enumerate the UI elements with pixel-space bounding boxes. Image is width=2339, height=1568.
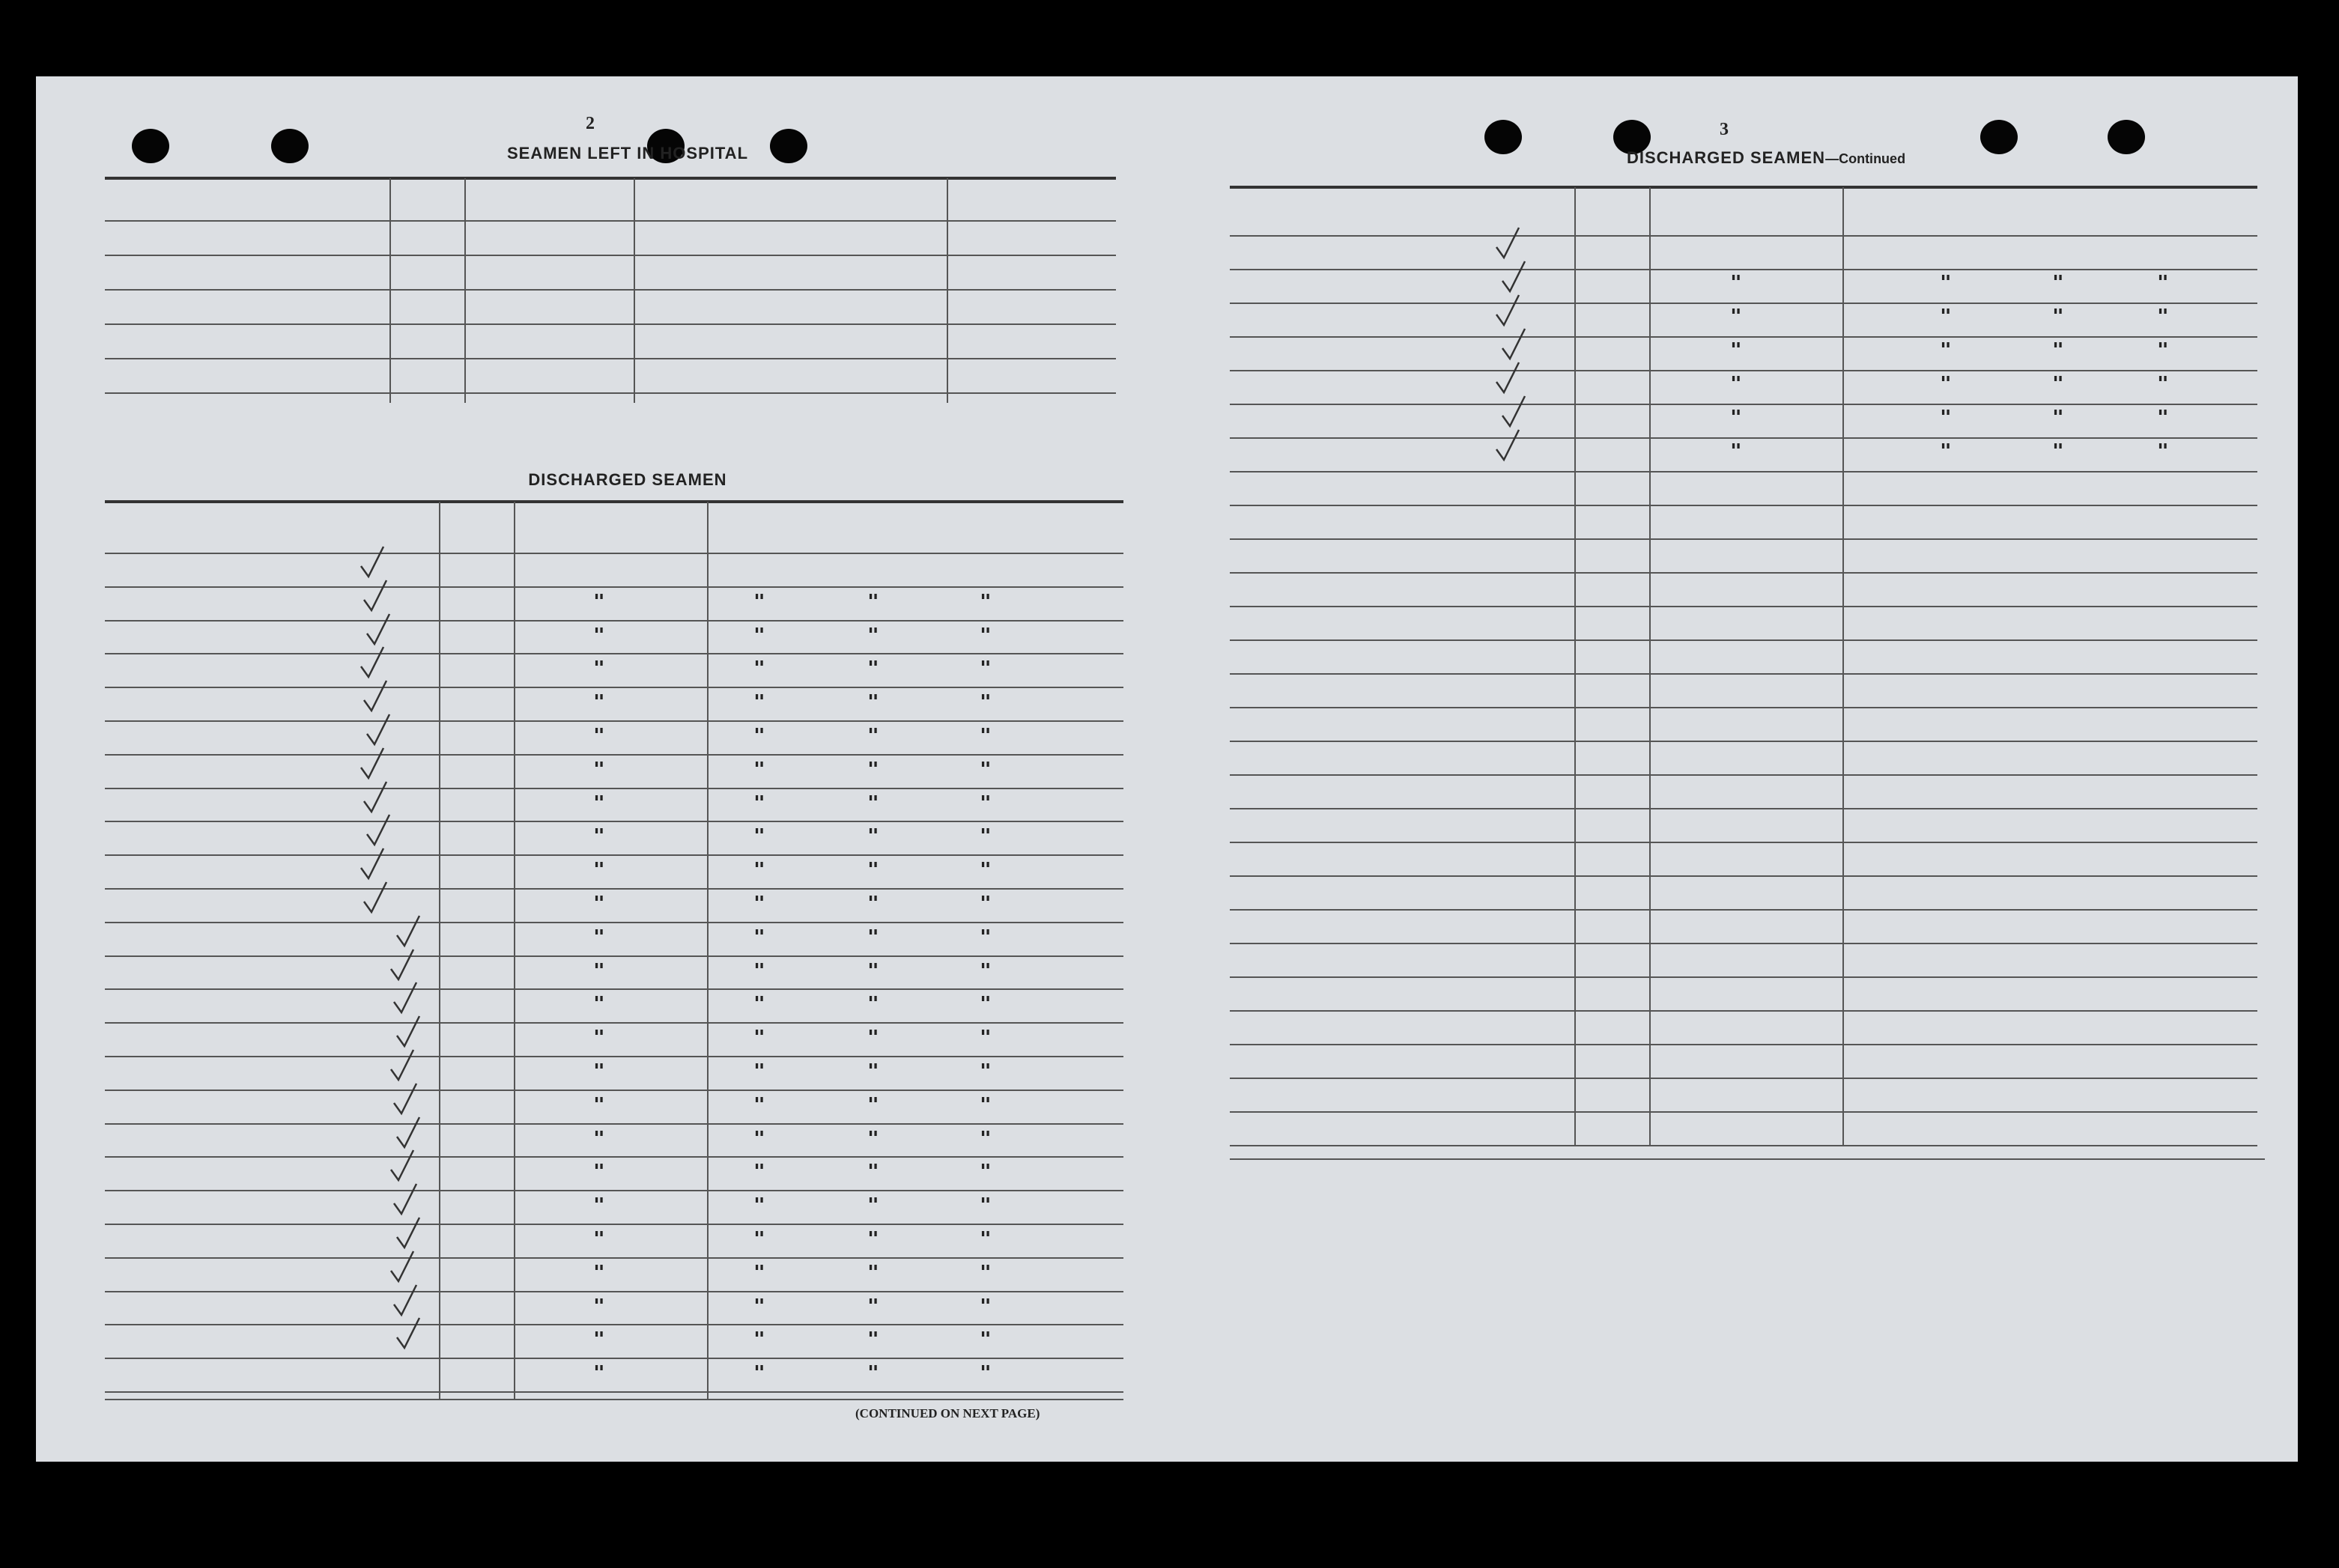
ditto-mark: " [980,1362,992,1385]
check-mark-icon [394,1215,424,1252]
ditto-mark: " [2052,373,2064,395]
ditto-mark: " [980,725,992,747]
row-rule [1230,572,2257,574]
row-rule [1230,639,2257,641]
ditto-mark: " [593,1027,605,1050]
ditto-mark: " [593,758,605,781]
check-mark-icon [394,1315,424,1352]
ditto-mark: " [2052,407,2064,429]
ditto-mark: " [1730,407,1742,429]
continued-note: (CONTINUED ON NEXT PAGE) [855,1406,1040,1420]
ditto-mark: " [753,1060,765,1083]
ditto-mark: " [1940,306,1952,328]
row-rule [105,854,1123,856]
ditto-mark: " [593,791,605,815]
ditto-mark: " [980,1027,992,1050]
ditto-mark: " [753,1261,765,1284]
ditto-mark: " [2157,440,2169,463]
ditto-mark: " [593,926,605,949]
ditto-mark: " [1730,440,1742,463]
column-divider [514,502,515,1399]
row-rule [105,323,1116,325]
ditto-mark: " [1730,272,1742,294]
row-rule [105,358,1116,359]
ditto-mark: " [867,1093,879,1116]
ditto-mark: " [980,1093,992,1116]
ditto-mark: " [593,1161,605,1184]
page-number: 3 [1720,120,1729,139]
check-mark-icon [388,1147,418,1185]
row-rule [1230,1145,2257,1146]
ditto-mark: " [1730,339,1742,362]
ditto-mark: " [753,1328,765,1352]
row-rule [105,788,1123,789]
ditto-mark: " [2157,272,2169,294]
ditto-mark: " [753,959,765,982]
ditto-mark: " [867,624,879,647]
ditto-mark: " [867,859,879,882]
ditto-mark: " [867,1261,879,1284]
column-divider [389,178,391,403]
check-mark-icon [358,644,388,681]
ditto-mark: " [753,758,765,781]
row-rule [105,720,1123,722]
ditto-mark: " [593,1295,605,1318]
ditto-mark: " [593,1127,605,1150]
check-mark-icon [1493,359,1523,397]
ditto-mark: " [753,1362,765,1385]
ditto-mark: " [2157,306,2169,328]
column-divider [464,178,466,403]
check-mark-icon [391,1081,421,1118]
row-rule [105,754,1123,756]
check-mark-icon [391,1282,421,1319]
ditto-mark: " [867,893,879,915]
ditto-mark: " [753,1161,765,1184]
ditto-mark: " [593,1194,605,1218]
check-mark-icon [358,745,388,783]
check-mark-icon [1499,326,1529,363]
ditto-mark: " [593,1228,605,1251]
header-rule [1230,235,2257,237]
row-rule [105,653,1123,654]
ditto-mark: " [2157,373,2169,395]
ditto-mark: " [980,1261,992,1284]
ditto-mark: " [867,657,879,681]
row-rule [105,1291,1123,1292]
check-mark-icon [1493,225,1523,262]
ditto-mark: " [980,1127,992,1150]
ditto-mark: " [867,725,879,747]
row-rule [1230,471,2257,472]
table-bottom-rule [1230,1158,2265,1160]
row-rule [105,1123,1123,1125]
column-divider [707,502,709,1399]
ditto-mark: " [753,725,765,747]
ditto-mark: " [867,1194,879,1218]
ditto-mark: " [753,590,765,613]
row-rule [1230,1078,2257,1079]
column-divider [1842,187,1844,1146]
ditto-mark: " [867,926,879,949]
manifest-sheet [36,76,2298,1462]
hospital-section-title: SEAMEN LEFT IN HOSPITAL [506,144,749,162]
check-mark-icon [391,1181,421,1218]
ditto-mark: " [1730,373,1742,395]
row-rule [105,255,1116,256]
ditto-mark: " [867,1362,879,1385]
ditto-mark: " [867,1027,879,1050]
ditto-mark: " [2157,339,2169,362]
check-mark-icon [394,913,424,950]
ditto-mark: " [1940,339,1952,362]
ditto-mark: " [2052,272,2064,294]
right-section-title: DISCHARGED SEAMEN—Continued [1626,148,1906,167]
ditto-mark: " [980,959,992,982]
check-mark-icon [361,678,391,715]
row-rule [105,922,1123,923]
ditto-mark: " [867,1060,879,1083]
row-rule [105,220,1116,222]
ditto-mark: " [753,1127,765,1150]
ditto-mark: " [593,657,605,681]
ditto-mark: " [753,893,765,915]
check-mark-icon [364,812,394,849]
row-rule [105,687,1123,688]
ditto-mark: " [593,1261,605,1284]
check-mark-icon [361,779,391,816]
row-rule [105,888,1123,890]
ditto-mark: " [980,791,992,815]
check-mark-icon [358,544,388,581]
ditto-mark: " [980,1228,992,1251]
ditto-mark: " [980,1328,992,1352]
row-rule [1230,909,2257,911]
check-mark-icon [388,946,418,984]
header-rule [105,553,1123,554]
ditto-mark: " [593,1362,605,1385]
ditto-mark: " [753,691,765,714]
row-rule [1230,505,2257,506]
check-mark-icon [364,611,394,648]
ditto-mark: " [593,859,605,882]
ditto-mark: " [867,691,879,714]
row-rule [105,1257,1123,1259]
row-rule [105,586,1123,588]
ditto-mark: " [593,893,605,915]
ditto-mark: " [1940,272,1952,294]
ditto-mark: " [980,993,992,1016]
check-mark-icon [364,711,394,749]
ditto-mark: " [980,1295,992,1318]
ditto-mark: " [593,691,605,714]
row-rule [105,955,1123,957]
ditto-mark: " [2157,407,2169,429]
check-mark-icon [1499,393,1529,431]
column-divider [634,178,635,403]
ditto-mark: " [593,993,605,1016]
ditto-mark: " [867,993,879,1016]
ditto-mark: " [593,1060,605,1083]
ditto-mark: " [753,657,765,681]
ditto-mark: " [753,993,765,1016]
ditto-mark: " [867,959,879,982]
ditto-mark: " [593,1093,605,1116]
ditto-mark: " [753,624,765,647]
ditto-mark: " [980,691,992,714]
ditto-mark: " [980,758,992,781]
ditto-mark: " [593,959,605,982]
ditto-mark: " [867,1127,879,1150]
row-rule [105,620,1123,622]
row-rule [105,392,1116,394]
check-mark-icon [391,979,421,1017]
ditto-mark: " [980,1194,992,1218]
row-rule [1230,774,2257,776]
ditto-mark: " [753,1228,765,1251]
discharged-section-title: DISCHARGED SEAMEN [528,470,727,489]
row-rule [1230,404,2257,405]
row-rule [1230,370,2257,371]
ditto-mark: " [753,926,765,949]
ditto-mark: " [593,1328,605,1352]
ditto-mark: " [980,859,992,882]
row-rule [1230,808,2257,809]
ditto-mark: " [2052,306,2064,328]
ditto-mark: " [593,725,605,747]
ditto-mark: " [980,1161,992,1184]
ditto-mark: " [1940,440,1952,463]
ditto-mark: " [867,1228,879,1251]
check-mark-icon [394,1114,424,1152]
ditto-mark: " [980,624,992,647]
row-rule [1230,1044,2257,1045]
ditto-mark: " [867,758,879,781]
column-divider [1649,187,1651,1146]
ditto-mark: " [753,1093,765,1116]
ditto-mark: " [980,657,992,681]
row-rule [1230,1010,2257,1012]
check-mark-icon [388,1047,418,1084]
row-rule [105,1090,1123,1091]
row-rule [105,1022,1123,1024]
ditto-mark: " [2052,339,2064,362]
row-rule [1230,707,2257,708]
row-rule [105,1358,1123,1359]
ditto-mark: " [980,825,992,848]
row-rule [1230,976,2257,978]
ditto-mark: " [867,1328,879,1352]
ditto-mark: " [867,1295,879,1318]
ditto-mark: " [753,859,765,882]
check-mark-icon [388,1248,418,1286]
row-rule [1230,336,2257,338]
row-rule [1230,303,2257,304]
row-rule [1230,741,2257,742]
ditto-mark: " [1940,373,1952,395]
row-rule [105,289,1116,291]
page-number: 2 [586,114,595,133]
check-mark-icon [1499,258,1529,296]
ditto-mark: " [753,1027,765,1050]
ditto-mark: " [593,590,605,613]
ditto-mark: " [1940,407,1952,429]
check-mark-icon [361,879,391,917]
ditto-mark: " [753,791,765,815]
ditto-mark: " [593,624,605,647]
column-divider [439,502,440,1399]
ditto-mark: " [753,825,765,848]
ditto-mark: " [753,1295,765,1318]
row-rule [105,988,1123,990]
table-bottom-rule [105,1399,1123,1400]
table-rule [1230,186,2257,189]
ditto-mark: " [980,926,992,949]
row-rule [105,821,1123,822]
column-divider [947,178,948,403]
row-rule [105,1156,1123,1158]
check-mark-icon [1493,427,1523,464]
ditto-mark: " [2052,440,2064,463]
row-rule [1230,673,2257,675]
row-rule [1230,606,2257,607]
ditto-mark: " [867,791,879,815]
ditto-mark: " [980,1060,992,1083]
check-mark-icon [1493,292,1523,329]
ditto-mark: " [1730,306,1742,328]
row-rule [105,1056,1123,1057]
row-rule [105,1224,1123,1225]
ditto-mark: " [753,1194,765,1218]
check-mark-icon [394,1013,424,1051]
row-rule [1230,842,2257,843]
ditto-mark: " [980,893,992,915]
ditto-mark: " [867,590,879,613]
ditto-mark: " [867,825,879,848]
ditto-mark: " [593,825,605,848]
row-rule [1230,437,2257,439]
row-rule [1230,1111,2257,1113]
row-rule [1230,943,2257,944]
row-rule [1230,269,2257,270]
check-mark-icon [361,577,391,615]
check-mark-icon [358,845,388,883]
row-rule [1230,875,2257,877]
row-rule [105,1324,1123,1325]
row-rule [105,1391,1123,1393]
row-rule [105,1190,1123,1191]
row-rule [1230,538,2257,540]
column-divider [1574,187,1576,1146]
ditto-mark: " [867,1161,879,1184]
ditto-mark: " [980,590,992,613]
